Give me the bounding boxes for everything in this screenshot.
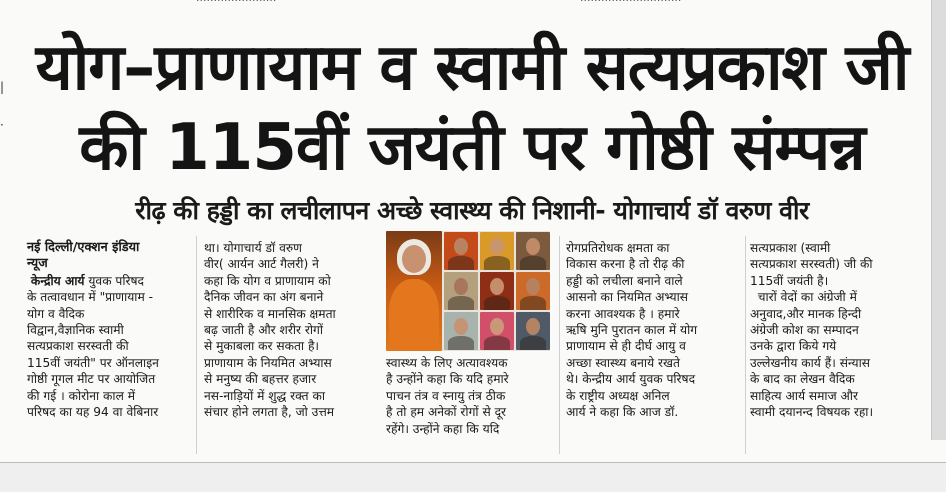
- text-line: अच्छा स्वास्थ्य बनाये रखते: [566, 355, 680, 370]
- photo-tile-participant: [444, 272, 478, 310]
- text-line: वीर( आर्यन आर्ट गैलरी) ने: [204, 257, 319, 272]
- text-line: प्राणायाम से ही दीर्घ आयु व: [566, 339, 686, 354]
- text-line: दैनिक जीवन का अंग बनाने: [204, 290, 324, 305]
- text-line: के बाद का लेखन वैदिक: [750, 372, 855, 387]
- text-line: संचार होने लगता है, जो उत्तम: [204, 405, 335, 420]
- photo-face: [402, 245, 426, 273]
- article-column-2: [204, 240, 378, 420]
- text-line: था। योगाचार्य डॉ वरुण: [204, 241, 302, 255]
- page-bottom-margin: [0, 463, 946, 492]
- text-line: थे। केन्द्रीय आर्य युवक परिषद: [566, 372, 696, 387]
- meeting-collage-photo: [386, 231, 550, 351]
- clipped-left-margin-fragment: |: [0, 80, 5, 94]
- clipped-previous-article-strip: [0, 0, 946, 8]
- participant-shoulders: [520, 336, 546, 350]
- text-line: से मुकाबला कर सकता है।: [204, 339, 320, 354]
- participant-shoulders: [484, 336, 510, 350]
- text-line: सत्यप्रकाश (स्वामी: [750, 241, 831, 255]
- text-line: योग व वैदिक: [27, 306, 85, 321]
- text-line: 115वीं जयंती है।: [750, 273, 829, 288]
- column-divider: [196, 236, 197, 454]
- text-line: से शारीरिक व मानसिक क्षमता: [204, 306, 336, 321]
- participant-face: [526, 278, 540, 295]
- text-line: ऋषि मुनि पुरातन काल में योग: [566, 323, 698, 338]
- participant-face: [490, 238, 504, 255]
- clipped-text-fragment: ·······················: [196, 0, 277, 7]
- participant-face: [526, 318, 540, 335]
- text-line: स्वास्थ्य के लिए अत्यावश्यक: [386, 356, 508, 370]
- article-column-4: [566, 240, 744, 420]
- text-line: विद्वान,वैज्ञानिक स्वामी: [27, 323, 124, 338]
- participant-shoulders: [520, 296, 546, 310]
- text-line: से मनुष्य की बहत्तर हजार: [204, 372, 317, 387]
- text-line: गोष्ठी गूगल मीट पर आयोजित: [27, 372, 156, 387]
- dateline-line-1: नई दिल्ली/एक्शन इंडिया: [27, 240, 140, 255]
- column-divider: [745, 236, 746, 454]
- text-line: है तो हम अनेकों रोगों से दूर: [386, 405, 507, 420]
- text-line: करना आवश्यक है । हमारे: [566, 306, 680, 321]
- text-line: उल्लेखनीय कार्य हैं। संन्यास: [750, 355, 870, 370]
- participant-shoulders: [484, 296, 510, 310]
- text-line: स्वामी दयानन्द विषयक रहा।: [750, 405, 874, 420]
- clipped-left-margin-fragment: ·: [0, 118, 4, 132]
- text-line: सत्यप्रकाश सरस्वती की: [27, 339, 129, 354]
- participant-face: [454, 278, 468, 295]
- photo-tile-participant: [516, 272, 550, 310]
- text-line: की गई । कोरोना काल में: [27, 388, 135, 403]
- text-line: प्राणायाम के नियमित अभ्यास: [204, 355, 332, 370]
- participant-shoulders: [448, 336, 474, 350]
- headline-line-1: योग–प्राणायाम व स्वामी सत्यप्रकाश जी: [35, 31, 909, 105]
- dateline: [27, 240, 187, 256]
- text-line: के तत्वावधान में "प्राणायाम -: [27, 290, 154, 305]
- article-column-1: [27, 240, 187, 420]
- subheadline: रीढ़ की हड्डी का लचीलापन अच्छे स्वास्थ्य की निशानी- योगाचार्य डॉ वरुण वीर: [135, 196, 809, 225]
- participant-face: [490, 318, 504, 335]
- participant-face: [454, 318, 468, 335]
- text-line: कहा कि योग व प्राणायाम को: [204, 273, 331, 288]
- photo-tile-participant: [444, 232, 478, 270]
- text-line: अंग्रेजी कोश का सम्पादन: [750, 323, 859, 338]
- text-line: है उन्होंने कहा कि यदि हमारे: [386, 372, 509, 387]
- text-line: अनुवाद,और मानक हिन्दी: [750, 306, 862, 321]
- text-line: विकास करना है तो रीढ़ की: [566, 257, 685, 272]
- article-column-5: [750, 240, 922, 420]
- lead-name: केन्द्रीय आर्य: [30, 273, 85, 288]
- text-line: परिषद का यह 94 वा वेबिनार: [27, 405, 159, 420]
- photo-tile-participant: [516, 232, 550, 270]
- dateline-line-2: न्यूज: [27, 256, 48, 272]
- page-edge-shadow: [931, 0, 946, 440]
- text-line: साहित्य आर्य समाज और: [750, 388, 858, 403]
- photo-tile-participant: [480, 232, 514, 270]
- text-line: के राष्ट्रीय अध्यक्ष अनिल: [566, 388, 670, 403]
- photo-tile-participant: [480, 272, 514, 310]
- text-line: रोगप्रतिरोधक क्षमता का: [566, 241, 670, 255]
- participant-face: [454, 238, 468, 255]
- participant-shoulders: [484, 256, 510, 270]
- text-line: चारों वेदों का अंग्रेजी में: [750, 290, 857, 305]
- text-line: पाचन तंत्र व स्नायु तंत्र ठीक: [386, 388, 506, 403]
- text-line: हड्डी को लचीला बनाने वाले: [566, 273, 683, 288]
- participant-shoulders: [520, 256, 546, 270]
- photo-tile-participant: [480, 312, 514, 350]
- photo-tile-participant: [516, 312, 550, 350]
- participant-shoulders: [448, 296, 474, 310]
- text-line: आसनो का नियमित अभ्यास: [566, 290, 688, 305]
- text-line: आर्य ने कहा कि आज डॉ.: [566, 405, 679, 420]
- participant-face: [526, 238, 540, 255]
- dateline: [27, 256, 187, 272]
- clipped-text-fragment: ·····························: [580, 0, 682, 7]
- text-line: [27, 273, 187, 289]
- column-divider: [559, 236, 560, 454]
- photo-tile-participant: [444, 312, 478, 350]
- article-column-3: [386, 355, 558, 437]
- text-line: सत्यप्रकाश सरस्वती) जी की: [750, 257, 873, 272]
- text-line: बढ़ जाती है और शरीर रोगों: [204, 323, 323, 338]
- text-line: नस-नाड़ियों में शुद्ध रक्त का: [204, 388, 326, 403]
- text-line: रहेंगे। उन्होंने कहा कि यदि: [386, 421, 500, 436]
- headline-line-2: की 115वीं जयंती पर गोष्ठी संम्पन्न: [79, 111, 865, 185]
- participant-shoulders: [448, 256, 474, 270]
- text-line: 115वीं जयंती" पर ऑनलाइन: [27, 355, 159, 370]
- photo-tile-main-speaker: [386, 231, 442, 351]
- text-line: उनके द्वारा किये गये: [750, 339, 837, 354]
- participant-face: [490, 278, 504, 295]
- photo-robe: [389, 279, 439, 351]
- text-span: युवक परिषद: [88, 273, 145, 288]
